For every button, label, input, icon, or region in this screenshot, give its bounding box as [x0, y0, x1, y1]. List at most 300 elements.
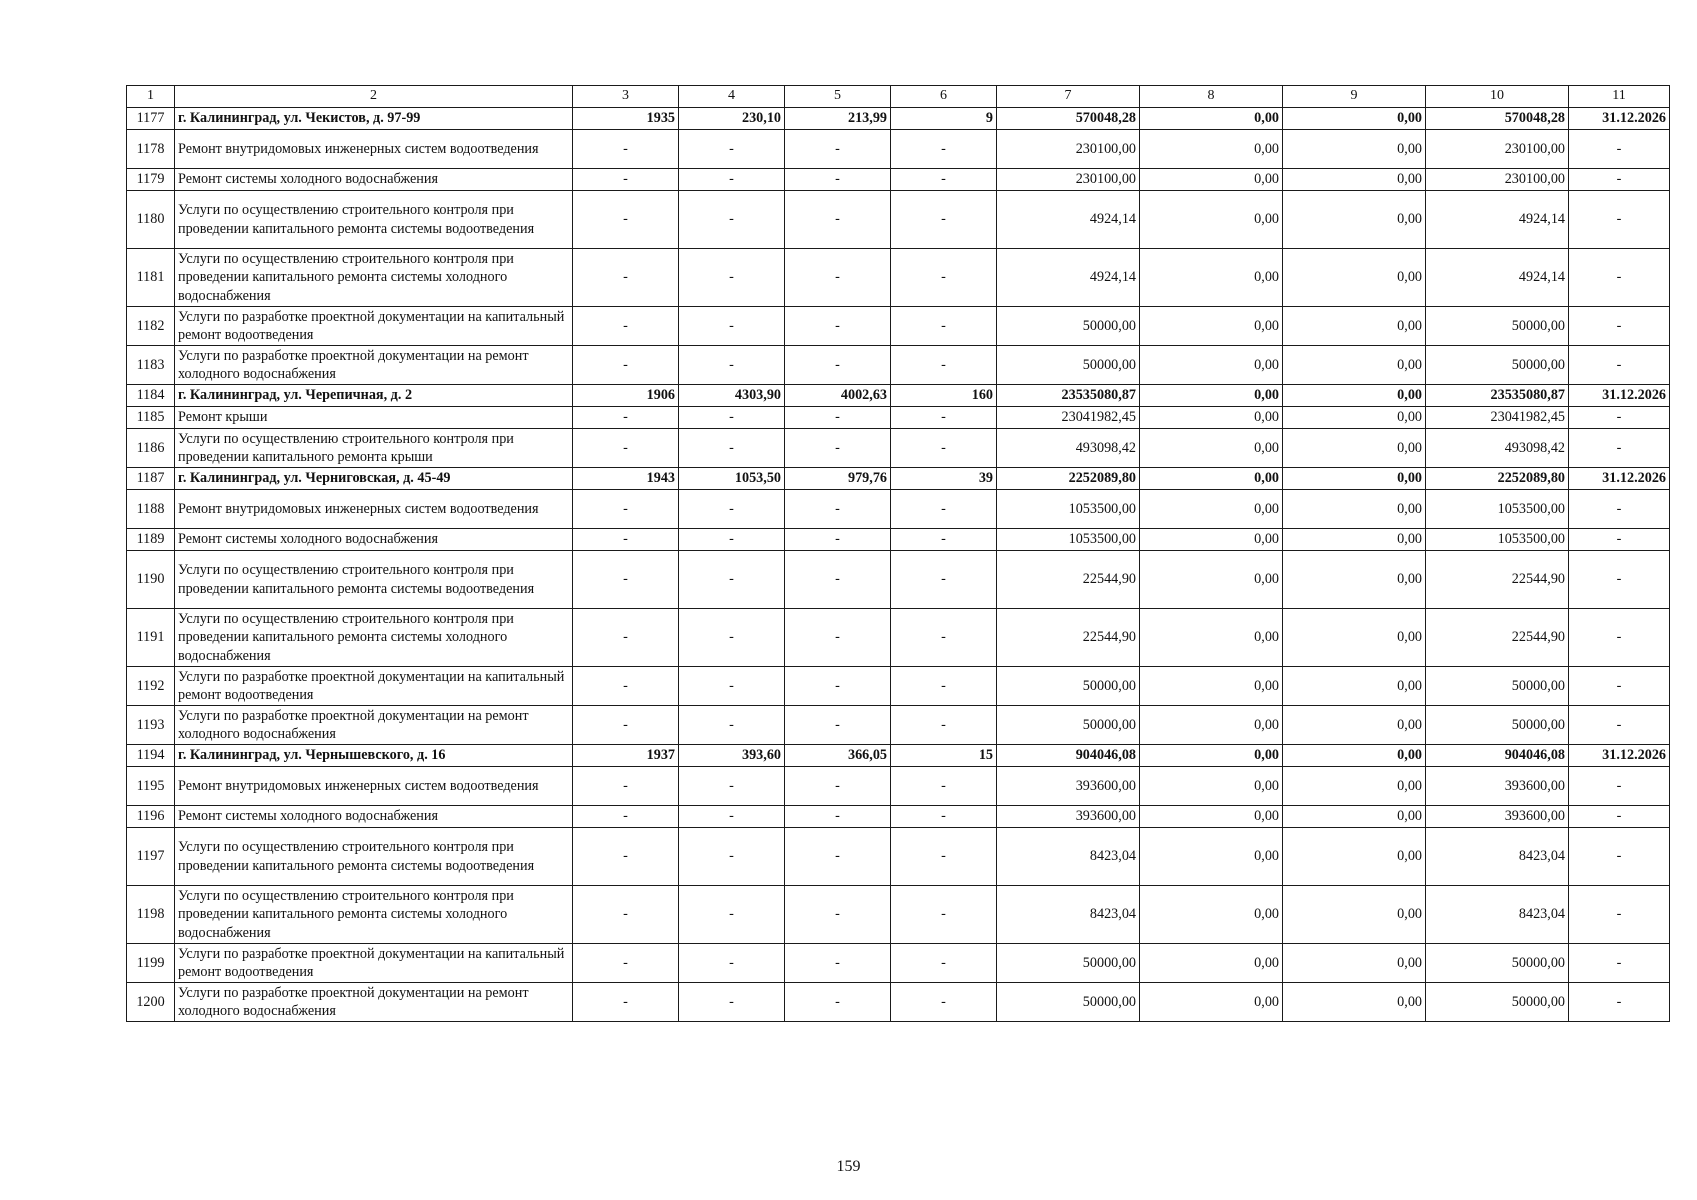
budget-cost: 0,00 [1283, 346, 1426, 385]
completion-date: - [1569, 429, 1670, 468]
total-area: 230,10 [679, 108, 785, 130]
budget-cost: 0,00 [1283, 706, 1426, 745]
item-name: Ремонт внутридомовых инженерных систем водоотведения [175, 490, 573, 529]
owners-cost: 22544,90 [1426, 551, 1569, 609]
total-area: - [679, 983, 785, 1022]
row-number: 1187 [127, 468, 175, 490]
total-cost: 50000,00 [997, 667, 1140, 706]
total-cost: 4924,14 [997, 249, 1140, 307]
work-item-row [127, 551, 1670, 609]
year-built: - [573, 346, 679, 385]
header-cell: 10 [1426, 86, 1569, 108]
row-number: 1199 [127, 944, 175, 983]
address-row [127, 745, 1670, 767]
residents: - [891, 191, 997, 249]
total-cost: 22544,90 [997, 551, 1140, 609]
residents: - [891, 490, 997, 529]
completion-date: - [1569, 983, 1670, 1022]
work-item-row [127, 407, 1670, 429]
work-item-row [127, 169, 1670, 191]
living-area: - [785, 130, 891, 169]
owners-cost: 8423,04 [1426, 828, 1569, 886]
row-number: 1184 [127, 385, 175, 407]
year-built: - [573, 529, 679, 551]
fund-cost: 0,00 [1140, 130, 1283, 169]
living-area: - [785, 191, 891, 249]
residents: - [891, 609, 997, 667]
row-number: 1182 [127, 307, 175, 346]
total-area: - [679, 886, 785, 944]
residents: - [891, 407, 997, 429]
owners-cost: 50000,00 [1426, 307, 1569, 346]
total-cost: 570048,28 [997, 108, 1140, 130]
budget-cost: 0,00 [1283, 385, 1426, 407]
row-number: 1188 [127, 490, 175, 529]
total-area: - [679, 706, 785, 745]
year-built: - [573, 886, 679, 944]
row-number: 1197 [127, 828, 175, 886]
living-area: - [785, 806, 891, 828]
total-area: - [679, 169, 785, 191]
item-name: Услуги по разработке проектной документации на ремонт холодного водоснабжения [175, 983, 573, 1022]
living-area: - [785, 490, 891, 529]
living-area: - [785, 667, 891, 706]
living-area: - [785, 307, 891, 346]
living-area: - [785, 828, 891, 886]
total-cost: 393600,00 [997, 806, 1140, 828]
year-built: - [573, 706, 679, 745]
owners-cost: 393600,00 [1426, 767, 1569, 806]
fund-cost: 0,00 [1140, 706, 1283, 745]
total-area: 4303,90 [679, 385, 785, 407]
work-item-row [127, 130, 1670, 169]
residents: - [891, 886, 997, 944]
budget-cost: 0,00 [1283, 468, 1426, 490]
living-area: - [785, 249, 891, 307]
header-cell: 4 [679, 86, 785, 108]
year-built: - [573, 429, 679, 468]
capital-repair-table [126, 85, 1670, 1022]
year-built: - [573, 490, 679, 529]
total-cost: 493098,42 [997, 429, 1140, 468]
completion-date: 31.12.2026 [1569, 745, 1670, 767]
item-name: Ремонт системы холодного водоснабжения [175, 529, 573, 551]
total-cost: 4924,14 [997, 191, 1140, 249]
item-name: Услуги по осуществлению строительного контроля при проведении капитального ремонта системы холодного водоснабжения [175, 886, 573, 944]
completion-date: - [1569, 407, 1670, 429]
owners-cost: 230100,00 [1426, 169, 1569, 191]
completion-date: - [1569, 828, 1670, 886]
completion-date: 31.12.2026 [1569, 385, 1670, 407]
fund-cost: 0,00 [1140, 307, 1283, 346]
owners-cost: 904046,08 [1426, 745, 1569, 767]
row-number: 1180 [127, 191, 175, 249]
budget-cost: 0,00 [1283, 983, 1426, 1022]
total-area: - [679, 490, 785, 529]
item-name: Услуги по осуществлению строительного контроля при проведении капитального ремонта системы водоотведения [175, 551, 573, 609]
row-number: 1196 [127, 806, 175, 828]
row-number: 1181 [127, 249, 175, 307]
fund-cost: 0,00 [1140, 886, 1283, 944]
owners-cost: 4924,14 [1426, 191, 1569, 249]
residents: - [891, 806, 997, 828]
work-item-row [127, 828, 1670, 886]
owners-cost: 50000,00 [1426, 667, 1569, 706]
work-item-row [127, 944, 1670, 983]
total-cost: 1053500,00 [997, 490, 1140, 529]
completion-date: - [1569, 706, 1670, 745]
completion-date: - [1569, 307, 1670, 346]
fund-cost: 0,00 [1140, 191, 1283, 249]
owners-cost: 50000,00 [1426, 983, 1569, 1022]
year-built: - [573, 407, 679, 429]
residents: - [891, 529, 997, 551]
fund-cost: 0,00 [1140, 551, 1283, 609]
budget-cost: 0,00 [1283, 130, 1426, 169]
total-area: - [679, 407, 785, 429]
owners-cost: 50000,00 [1426, 346, 1569, 385]
row-number: 1198 [127, 886, 175, 944]
completion-date: - [1569, 490, 1670, 529]
completion-date: - [1569, 551, 1670, 609]
row-number: 1177 [127, 108, 175, 130]
item-name: Услуги по осуществлению строительного контроля при проведении капитального ремонта системы водоотведения [175, 191, 573, 249]
budget-cost: 0,00 [1283, 609, 1426, 667]
work-item-row [127, 767, 1670, 806]
total-cost: 1053500,00 [997, 529, 1140, 551]
item-name: Услуги по разработке проектной документации на ремонт холодного водоснабжения [175, 346, 573, 385]
living-area: - [785, 767, 891, 806]
living-area: 4002,63 [785, 385, 891, 407]
completion-date: - [1569, 346, 1670, 385]
total-cost: 50000,00 [997, 307, 1140, 346]
completion-date: - [1569, 806, 1670, 828]
budget-cost: 0,00 [1283, 667, 1426, 706]
page-number: 159 [836, 1158, 861, 1175]
total-cost: 230100,00 [997, 130, 1140, 169]
living-area: 979,76 [785, 468, 891, 490]
year-built: 1906 [573, 385, 679, 407]
total-cost: 23041982,45 [997, 407, 1140, 429]
residents: - [891, 828, 997, 886]
address-row [127, 385, 1670, 407]
row-number: 1183 [127, 346, 175, 385]
total-area: - [679, 346, 785, 385]
fund-cost: 0,00 [1140, 169, 1283, 191]
completion-date: - [1569, 130, 1670, 169]
year-built: - [573, 828, 679, 886]
fund-cost: 0,00 [1140, 407, 1283, 429]
header-cell: 7 [997, 86, 1140, 108]
residents: 160 [891, 385, 997, 407]
year-built: - [573, 130, 679, 169]
year-built: - [573, 767, 679, 806]
header-cell: 1 [127, 86, 175, 108]
fund-cost: 0,00 [1140, 944, 1283, 983]
total-cost: 8423,04 [997, 886, 1140, 944]
year-built: - [573, 609, 679, 667]
budget-cost: 0,00 [1283, 551, 1426, 609]
residents: - [891, 767, 997, 806]
fund-cost: 0,00 [1140, 108, 1283, 130]
total-area: - [679, 609, 785, 667]
column-number-header-row [127, 86, 1670, 108]
year-built: - [573, 806, 679, 828]
item-name: Услуги по осуществлению строительного контроля при проведении капитального ремонта системы холодного водоснабжения [175, 609, 573, 667]
total-cost: 50000,00 [997, 983, 1140, 1022]
fund-cost: 0,00 [1140, 745, 1283, 767]
budget-cost: 0,00 [1283, 886, 1426, 944]
item-name: Ремонт внутридомовых инженерных систем водоотведения [175, 767, 573, 806]
item-name: Услуги по разработке проектной документации на капитальный ремонт водоотведения [175, 307, 573, 346]
item-name: Услуги по разработке проектной документации на капитальный ремонт водоотведения [175, 944, 573, 983]
year-built: 1935 [573, 108, 679, 130]
row-number: 1194 [127, 745, 175, 767]
row-number: 1190 [127, 551, 175, 609]
budget-cost: 0,00 [1283, 490, 1426, 529]
owners-cost: 23041982,45 [1426, 407, 1569, 429]
row-number: 1179 [127, 169, 175, 191]
row-number: 1195 [127, 767, 175, 806]
item-name: г. Калининград, ул. Черниговская, д. 45-49 [175, 468, 573, 490]
work-item-row [127, 706, 1670, 745]
budget-cost: 0,00 [1283, 249, 1426, 307]
year-built: - [573, 551, 679, 609]
budget-cost: 0,00 [1283, 806, 1426, 828]
item-name: г. Калининград, ул. Чернышевского, д. 16 [175, 745, 573, 767]
residents: - [891, 983, 997, 1022]
total-cost: 904046,08 [997, 745, 1140, 767]
header-cell: 11 [1569, 86, 1670, 108]
living-area: 213,99 [785, 108, 891, 130]
budget-cost: 0,00 [1283, 108, 1426, 130]
completion-date: - [1569, 886, 1670, 944]
owners-cost: 23535080,87 [1426, 385, 1569, 407]
row-number: 1186 [127, 429, 175, 468]
budget-cost: 0,00 [1283, 307, 1426, 346]
work-item-row [127, 490, 1670, 529]
work-item-row [127, 806, 1670, 828]
owners-cost: 22544,90 [1426, 609, 1569, 667]
year-built: - [573, 667, 679, 706]
budget-cost: 0,00 [1283, 407, 1426, 429]
item-name: Ремонт системы холодного водоснабжения [175, 806, 573, 828]
residents: - [891, 551, 997, 609]
fund-cost: 0,00 [1140, 429, 1283, 468]
budget-cost: 0,00 [1283, 828, 1426, 886]
total-area: - [679, 828, 785, 886]
living-area: - [785, 429, 891, 468]
header-cell: 3 [573, 86, 679, 108]
living-area: 366,05 [785, 745, 891, 767]
living-area: - [785, 529, 891, 551]
living-area: - [785, 944, 891, 983]
item-name: г. Калининград, ул. Чекистов, д. 97-99 [175, 108, 573, 130]
budget-cost: 0,00 [1283, 169, 1426, 191]
residents: - [891, 667, 997, 706]
fund-cost: 0,00 [1140, 983, 1283, 1022]
work-item-row [127, 609, 1670, 667]
header-cell: 5 [785, 86, 891, 108]
residents: 15 [891, 745, 997, 767]
total-cost: 50000,00 [997, 346, 1140, 385]
year-built: - [573, 169, 679, 191]
year-built: - [573, 191, 679, 249]
living-area: - [785, 886, 891, 944]
living-area: - [785, 983, 891, 1022]
header-cell: 6 [891, 86, 997, 108]
year-built: - [573, 249, 679, 307]
fund-cost: 0,00 [1140, 609, 1283, 667]
row-number: 1189 [127, 529, 175, 551]
owners-cost: 493098,42 [1426, 429, 1569, 468]
total-area: - [679, 130, 785, 169]
total-area: - [679, 944, 785, 983]
total-area: - [679, 191, 785, 249]
item-name: Услуги по разработке проектной документации на капитальный ремонт водоотведения [175, 667, 573, 706]
work-item-row [127, 346, 1670, 385]
residents: - [891, 429, 997, 468]
completion-date: - [1569, 191, 1670, 249]
work-item-row [127, 249, 1670, 307]
total-cost: 2252089,80 [997, 468, 1140, 490]
owners-cost: 50000,00 [1426, 944, 1569, 983]
item-name: Ремонт системы холодного водоснабжения [175, 169, 573, 191]
residents: 39 [891, 468, 997, 490]
row-number: 1193 [127, 706, 175, 745]
work-item-row [127, 667, 1670, 706]
completion-date: - [1569, 169, 1670, 191]
total-area: 393,60 [679, 745, 785, 767]
completion-date: - [1569, 944, 1670, 983]
completion-date: - [1569, 529, 1670, 551]
fund-cost: 0,00 [1140, 490, 1283, 529]
fund-cost: 0,00 [1140, 468, 1283, 490]
total-cost: 393600,00 [997, 767, 1140, 806]
completion-date: - [1569, 667, 1670, 706]
item-name: Услуги по осуществлению строительного контроля при проведении капитального ремонта крыши [175, 429, 573, 468]
owners-cost: 1053500,00 [1426, 529, 1569, 551]
budget-cost: 0,00 [1283, 529, 1426, 551]
residents: - [891, 706, 997, 745]
year-built: - [573, 983, 679, 1022]
owners-cost: 570048,28 [1426, 108, 1569, 130]
completion-date: 31.12.2026 [1569, 108, 1670, 130]
total-area: - [679, 767, 785, 806]
residents: - [891, 346, 997, 385]
work-item-row [127, 307, 1670, 346]
living-area: - [785, 407, 891, 429]
completion-date: - [1569, 249, 1670, 307]
residents: - [891, 249, 997, 307]
row-number: 1191 [127, 609, 175, 667]
budget-cost: 0,00 [1283, 944, 1426, 983]
fund-cost: 0,00 [1140, 529, 1283, 551]
work-item-row [127, 529, 1670, 551]
fund-cost: 0,00 [1140, 806, 1283, 828]
total-area: - [679, 429, 785, 468]
owners-cost: 8423,04 [1426, 886, 1569, 944]
total-area: - [679, 667, 785, 706]
header-cell: 9 [1283, 86, 1426, 108]
completion-date: - [1569, 609, 1670, 667]
year-built: 1937 [573, 745, 679, 767]
header-cell: 2 [175, 86, 573, 108]
address-row [127, 108, 1670, 130]
owners-cost: 230100,00 [1426, 130, 1569, 169]
item-name: Ремонт крыши [175, 407, 573, 429]
total-area: 1053,50 [679, 468, 785, 490]
work-item-row [127, 886, 1670, 944]
row-number: 1178 [127, 130, 175, 169]
residents: - [891, 307, 997, 346]
row-number: 1192 [127, 667, 175, 706]
total-area: - [679, 551, 785, 609]
work-item-row [127, 983, 1670, 1022]
budget-cost: 0,00 [1283, 767, 1426, 806]
total-area: - [679, 529, 785, 551]
completion-date: 31.12.2026 [1569, 468, 1670, 490]
residents: 9 [891, 108, 997, 130]
item-name: Услуги по осуществлению строительного контроля при проведении капитального ремонта системы холодного водоснабжения [175, 249, 573, 307]
living-area: - [785, 706, 891, 745]
row-number: 1185 [127, 407, 175, 429]
residents: - [891, 944, 997, 983]
owners-cost: 393600,00 [1426, 806, 1569, 828]
owners-cost: 50000,00 [1426, 706, 1569, 745]
year-built: - [573, 944, 679, 983]
year-built: 1943 [573, 468, 679, 490]
budget-cost: 0,00 [1283, 429, 1426, 468]
fund-cost: 0,00 [1140, 346, 1283, 385]
item-name: Услуги по разработке проектной документации на ремонт холодного водоснабжения [175, 706, 573, 745]
budget-cost: 0,00 [1283, 191, 1426, 249]
total-cost: 50000,00 [997, 706, 1140, 745]
year-built: - [573, 307, 679, 346]
total-cost: 22544,90 [997, 609, 1140, 667]
residents: - [891, 130, 997, 169]
living-area: - [785, 551, 891, 609]
item-name: г. Калининград, ул. Черепичная, д. 2 [175, 385, 573, 407]
item-name: Ремонт внутридомовых инженерных систем водоотведения [175, 130, 573, 169]
work-item-row [127, 191, 1670, 249]
total-cost: 8423,04 [997, 828, 1140, 886]
total-area: - [679, 806, 785, 828]
fund-cost: 0,00 [1140, 385, 1283, 407]
completion-date: - [1569, 767, 1670, 806]
owners-cost: 2252089,80 [1426, 468, 1569, 490]
fund-cost: 0,00 [1140, 249, 1283, 307]
total-area: - [679, 249, 785, 307]
living-area: - [785, 346, 891, 385]
address-row [127, 468, 1670, 490]
living-area: - [785, 169, 891, 191]
fund-cost: 0,00 [1140, 667, 1283, 706]
total-area: - [679, 307, 785, 346]
living-area: - [785, 609, 891, 667]
item-name: Услуги по осуществлению строительного контроля при проведении капитального ремонта системы водоотведения [175, 828, 573, 886]
row-number: 1200 [127, 983, 175, 1022]
header-cell: 8 [1140, 86, 1283, 108]
total-cost: 23535080,87 [997, 385, 1140, 407]
fund-cost: 0,00 [1140, 828, 1283, 886]
owners-cost: 4924,14 [1426, 249, 1569, 307]
total-cost: 230100,00 [997, 169, 1140, 191]
budget-cost: 0,00 [1283, 745, 1426, 767]
residents: - [891, 169, 997, 191]
fund-cost: 0,00 [1140, 767, 1283, 806]
work-item-row [127, 429, 1670, 468]
